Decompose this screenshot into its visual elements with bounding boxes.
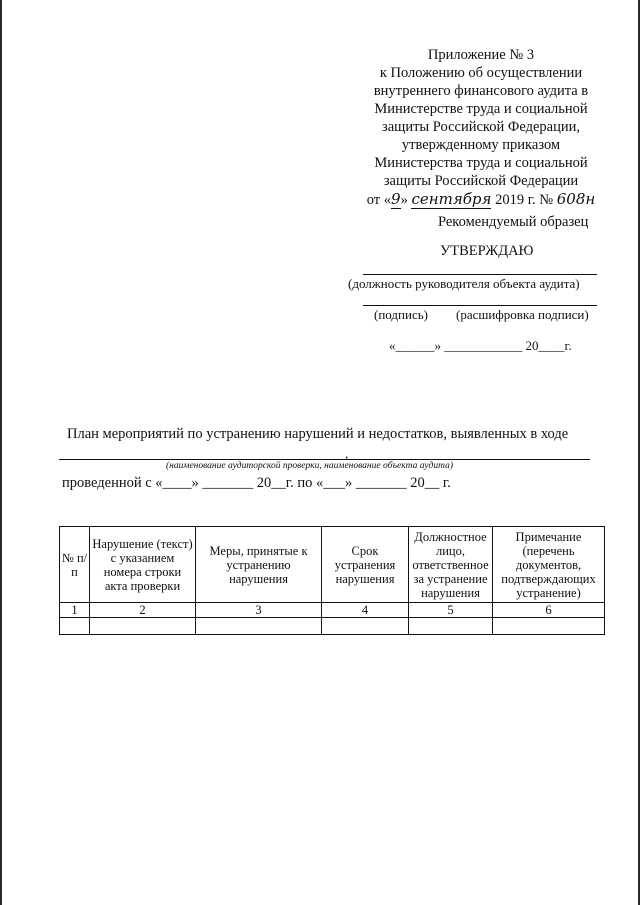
number-cell: 5	[409, 603, 493, 618]
header-cell: Должностное лицо, ответственное за устранение нарушения	[409, 527, 493, 603]
date-day-handwritten: 9	[391, 190, 401, 208]
approve-title: УТВЕРЖДАЮ	[440, 243, 534, 259]
period-line: проведенной с «____» _______ 20__г. по «___» _______ 20__ г.	[62, 475, 451, 491]
number-cell: 2	[90, 603, 196, 618]
table-number-row	[60, 603, 605, 618]
signature-caption: (подпись)	[374, 307, 428, 322]
header-cell: Меры, принятые к устранению нарушения	[196, 527, 322, 603]
sample-label: Рекомендуемый образец	[438, 214, 589, 230]
appendix-line: Приложение № 3	[427, 47, 535, 63]
order-number-handwritten: 608н	[556, 190, 596, 208]
measures-table	[59, 526, 605, 635]
decoding-caption: (расшифровка подписи)	[456, 307, 589, 322]
appendix-line: Министерства труда и социальной	[374, 155, 588, 171]
order-date-line	[356, 190, 606, 209]
date-year: 2019 г. №	[495, 192, 554, 208]
table-row	[60, 618, 605, 635]
empty-cell[interactable]	[196, 618, 322, 635]
empty-cell[interactable]	[322, 618, 409, 635]
empty-cell[interactable]	[90, 618, 196, 635]
appendix-line: внутреннего финансового аудита в	[373, 83, 589, 99]
plan-title: План мероприятий по устранению нарушений и недостатков, выявленных в ходе	[67, 426, 569, 442]
header-cell: № п/п	[60, 527, 90, 603]
header-cell: Нарушение (текст) с указанием номера строки акта проверки	[90, 527, 196, 603]
header-cell: Примечание (перечень документов, подтверждающих устранение)	[493, 527, 605, 603]
appendix-line: к Положению об осуществлении	[379, 65, 583, 81]
appendix-line: Министерстве труда и социальной	[374, 101, 588, 117]
table-header-row	[60, 527, 605, 603]
empty-cell[interactable]	[493, 618, 605, 635]
position-caption: (должность руководителя объекта аудита)	[348, 276, 580, 291]
audit-name-line	[59, 459, 590, 460]
date-month-handwritten: сентября	[411, 190, 492, 208]
number-cell: 6	[493, 603, 605, 618]
number-cell: 3	[196, 603, 322, 618]
number-cell: 1	[60, 603, 90, 618]
page-edge-left	[0, 0, 2, 905]
appendix-line: защиты Российской Федерации,	[382, 119, 580, 135]
date-mid: »	[400, 192, 408, 208]
signature-line	[363, 305, 597, 306]
position-line	[363, 274, 597, 275]
audit-name-comma: ,	[345, 446, 349, 461]
date-prefix: от «	[366, 192, 392, 208]
appendix-line: защиты Российской Федерации	[383, 173, 579, 189]
appendix-line: утвержденному приказом	[401, 137, 561, 153]
approve-date-line: «______» ____________ 20____г.	[389, 338, 572, 353]
audit-name-caption: (наименование аудиторской проверки, наименование объекта аудита)	[166, 461, 453, 471]
empty-cell[interactable]	[409, 618, 493, 635]
number-cell: 4	[322, 603, 409, 618]
header-cell: Срок устранения нарушения	[322, 527, 409, 603]
empty-cell[interactable]	[60, 618, 90, 635]
appendix-block	[356, 46, 606, 209]
